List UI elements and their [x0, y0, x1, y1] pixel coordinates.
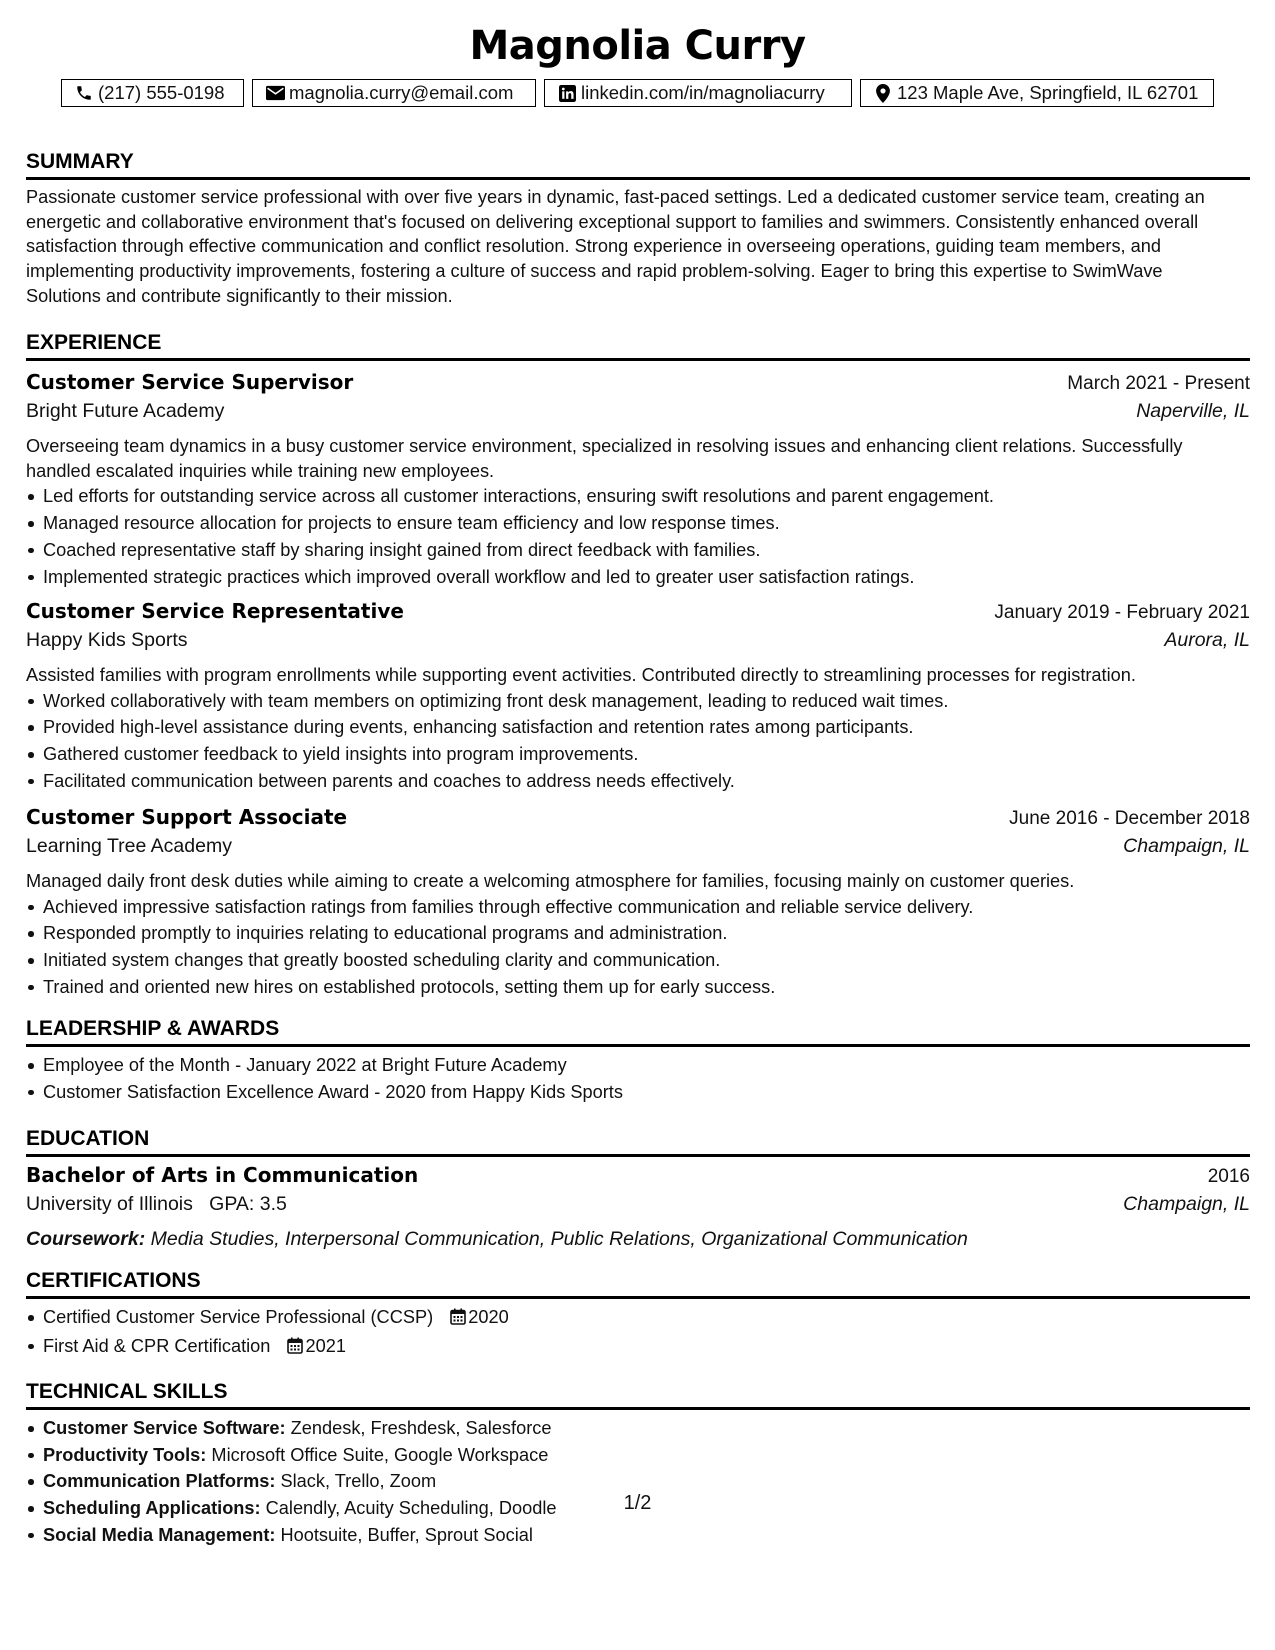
job-organization: Bright Future Academy — [26, 400, 225, 422]
coursework — [26, 1224, 1250, 1254]
list-item — [43, 1522, 1250, 1549]
list-item: Responded promptly to inquiries relating to educational programs and administration. — [43, 920, 1250, 947]
job-bullets — [26, 483, 1250, 590]
gpa: GPA: 3.5 — [209, 1193, 287, 1215]
education-section — [26, 1126, 1250, 1254]
job-title: Customer Support Associate — [26, 805, 348, 829]
contact-address-text: 123 Maple Ave, Springfield, IL 62701 — [897, 82, 1199, 103]
page-number: 1/2 — [623, 1492, 652, 1514]
job-entry — [26, 599, 1250, 795]
description-line: Assisted families with program enrollments while supporting event activities. Contributed directly to streamlining processes for registration. — [26, 665, 1136, 685]
section-divider — [26, 177, 1250, 180]
section-title: LEADERSHIP & AWARDS — [26, 1017, 280, 1040]
job-dates: March 2021 - Present — [1067, 373, 1250, 394]
job-entry — [26, 805, 1250, 1001]
job-location: Naperville, IL — [1136, 400, 1250, 422]
skill-category: Scheduling Applications: — [43, 1498, 261, 1519]
job-dates: January 2019 - February 2021 — [994, 602, 1250, 623]
contact-email[interactable] — [252, 79, 536, 107]
awards-list — [26, 1052, 1250, 1105]
list-item: Worked collaboratively with team members on optimizing front desk management, leading to reduced wait times. — [43, 688, 1250, 715]
skills-list — [26, 1415, 1250, 1549]
list-item: Coached representative staff by sharing insight gained from direct feedback with families. — [43, 537, 1250, 564]
section-divider — [26, 1044, 1250, 1047]
job-description — [26, 663, 1250, 688]
school-info — [26, 1193, 287, 1216]
section-divider — [26, 358, 1250, 361]
summary-line: satisfaction through effective communication and conflict resolution. Strong experience in overseeing operations, guiding team members, and — [26, 236, 1162, 257]
contact-address — [860, 79, 1214, 107]
job-bullets — [26, 894, 1250, 1001]
school-location: Champaign, IL — [1123, 1193, 1250, 1215]
list-item: Employee of the Month - January 2022 at Bright Future Academy — [43, 1052, 1250, 1079]
contact-phone-text: (217) 555-0198 — [98, 82, 225, 103]
school-name: University of Illinois — [26, 1193, 193, 1215]
skills-section — [26, 1379, 1250, 1549]
job-location: Aurora, IL — [1164, 629, 1250, 651]
list-item — [43, 1304, 1250, 1333]
description-line: Managed daily front desk duties while aiming to create a welcoming atmosphere for families, focusing mainly on customer queries. — [26, 871, 1075, 891]
job-title: Customer Service Supervisor — [26, 370, 354, 394]
skill-values: Zendesk, Freshdesk, Salesforce — [290, 1418, 552, 1438]
section-title: EXPERIENCE — [26, 331, 162, 354]
contact-linkedin-text: linkedin.com/in/magnoliacurry — [581, 82, 825, 103]
summary-line: Solutions and contribute significantly to their mission. — [26, 285, 453, 306]
summary-text — [26, 185, 1250, 309]
job-title: Customer Service Representative — [26, 599, 404, 623]
list-item: Achieved impressive satisfaction ratings from families through effective communication and reliable service delivery. — [43, 894, 1250, 921]
certification-name: Certified Customer Service Professional (CCSP) — [43, 1307, 434, 1327]
job-description — [26, 869, 1250, 894]
section-title: CERTIFICATIONS — [26, 1269, 201, 1292]
list-item: Implemented strategic practices which improved overall workflow and led to greater user satisfaction ratings. — [43, 564, 1250, 591]
contact-phone[interactable] — [61, 79, 244, 107]
job-organization: Learning Tree Academy — [26, 835, 232, 857]
certification-year: 2021 — [305, 1335, 346, 1356]
list-item: Facilitated communication between parents and coaches to address needs effectively. — [43, 768, 1250, 795]
skill-values: Slack, Trello, Zoom — [280, 1471, 437, 1492]
summary-line: implementing productivity improvements, fostering a culture of success and rapid problem-solving. Eager to bring this expertise to SwimWave — [26, 261, 1163, 282]
skill-values: Calendly, Acuity Scheduling, Doodle — [265, 1498, 557, 1519]
certification-year: 2020 — [468, 1307, 509, 1327]
coursework-label: Coursework: — [26, 1228, 146, 1250]
list-item: Trained and oriented new hires on established protocols, setting them up for early success. — [43, 974, 1250, 1001]
skill-values: Hootsuite, Buffer, Sprout Social — [280, 1524, 533, 1545]
summary-section — [26, 149, 1250, 309]
contact-email-text: magnolia.curry@email.com — [289, 82, 514, 103]
skill-category: Communication Platforms: — [43, 1471, 276, 1492]
job-dates: June 2016 - December 2018 — [1009, 808, 1250, 829]
calendar-icon — [450, 1306, 466, 1333]
job-entry — [26, 370, 1250, 590]
contact-bar — [0, 79, 1275, 107]
contact-linkedin[interactable] — [544, 79, 852, 107]
list-item: Customer Satisfaction Excellence Award - 2020 from Happy Kids Sports — [43, 1079, 1250, 1106]
section-divider — [26, 1296, 1250, 1299]
section-divider — [26, 1154, 1250, 1157]
certifications-list — [26, 1304, 1250, 1361]
section-title: SUMMARY — [26, 150, 134, 173]
skill-category: Social Media Management: — [43, 1524, 276, 1545]
section-title: TECHNICAL SKILLS — [26, 1380, 228, 1403]
job-location: Champaign, IL — [1123, 835, 1250, 857]
certification-name: First Aid & CPR Certification — [43, 1335, 271, 1356]
envelope-icon — [265, 83, 285, 103]
linkedin-icon — [557, 83, 577, 103]
list-item — [43, 1415, 1250, 1442]
list-item — [43, 1333, 1250, 1362]
graduation-year: 2016 — [1207, 1166, 1250, 1187]
description-line: handled escalated inquiries while training new employees. — [26, 460, 495, 481]
leadership-section — [26, 1016, 1250, 1105]
job-bullets — [26, 688, 1250, 795]
list-item: Managed resource allocation for projects to ensure team efficiency and low response times. — [43, 510, 1250, 537]
skill-category: Productivity Tools: — [43, 1444, 207, 1465]
description-line: Overseeing team dynamics in a busy customer service environment, specialized in resolving issues and enhancing client relations. Successfully — [26, 436, 1183, 456]
calendar-icon — [287, 1335, 303, 1362]
section-title: EDUCATION — [26, 1127, 150, 1150]
job-organization: Happy Kids Sports — [26, 629, 188, 651]
experience-section — [26, 330, 1250, 361]
summary-line: Passionate customer service professional with over five years in dynamic, fast-paced settings. Led a dedicated customer service team, creating an — [26, 187, 1205, 207]
skill-category: Customer Service Software: — [43, 1418, 286, 1438]
list-item: Led efforts for outstanding service across all customer interactions, ensuring swift resolutions and parent engagement. — [43, 483, 1250, 510]
list-item: Provided high-level assistance during events, enhancing satisfaction and retention rates among participants. — [43, 714, 1250, 741]
section-divider — [26, 1407, 1250, 1410]
list-item — [43, 1442, 1250, 1469]
skill-values: Microsoft Office Suite, Google Workspace — [211, 1444, 549, 1465]
certifications-section — [26, 1268, 1250, 1361]
coursework-list: Media Studies, Interpersonal Communication, Public Relations, Organizational Communication — [150, 1228, 968, 1250]
list-item: Initiated system changes that greatly boosted scheduling clarity and communication. — [43, 947, 1250, 974]
map-pin-icon — [873, 83, 893, 103]
job-description — [26, 434, 1250, 483]
summary-line: energetic and collaborative environment that's focused on delivering exceptional support to families and swimmers. Consistently enhanced overall — [26, 211, 1199, 232]
list-item: Gathered customer feedback to yield insights into program improvements. — [43, 741, 1250, 768]
phone-icon — [74, 83, 94, 103]
degree-title: Bachelor of Arts in Communication — [26, 1163, 419, 1187]
resume-name: Magnolia Curry — [469, 23, 806, 69]
